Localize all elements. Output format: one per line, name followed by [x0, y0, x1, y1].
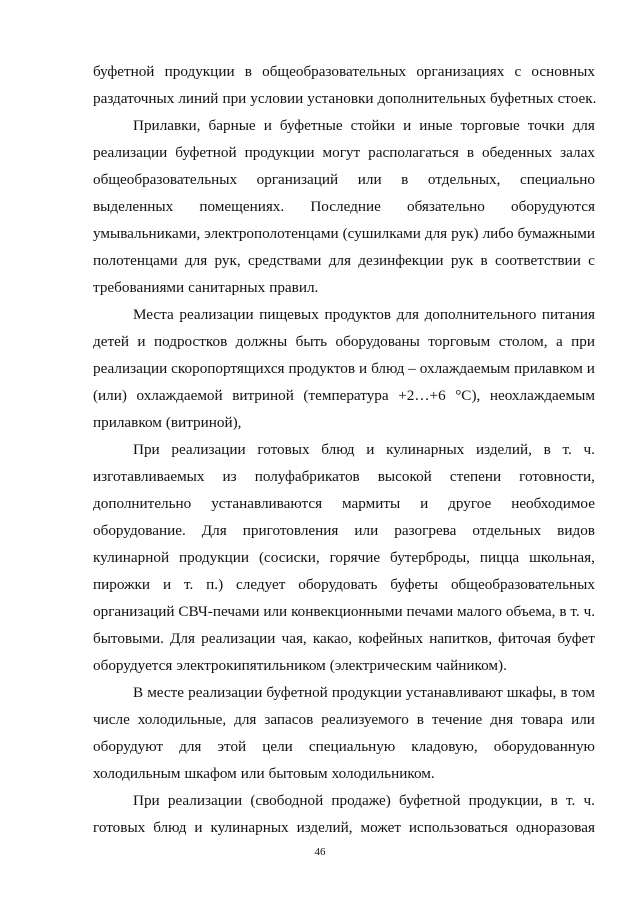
- word: +2…+6: [398, 387, 446, 404]
- word: точки: [527, 117, 565, 134]
- text-line: [93, 85, 595, 112]
- word: должны: [235, 333, 288, 350]
- word: рук): [451, 225, 479, 242]
- word: скоропортящихся: [171, 360, 285, 377]
- text-line: [93, 112, 595, 139]
- word: изделий,: [296, 819, 353, 836]
- word: раздаточных: [93, 90, 175, 107]
- word: дезинфекции: [358, 252, 444, 269]
- word: кулинарных: [386, 441, 465, 458]
- word: устанавливают: [405, 684, 503, 701]
- word: неохлаждаемым: [489, 387, 595, 404]
- word: печами: [406, 603, 454, 620]
- text-line: [93, 625, 595, 652]
- word: степени: [449, 468, 502, 485]
- word: дополнительных: [377, 90, 487, 107]
- word: горячие: [329, 549, 381, 566]
- word: в: [466, 144, 475, 161]
- word: (сосиски,: [258, 549, 320, 566]
- text-line: [93, 382, 595, 409]
- word: школьная,: [529, 549, 595, 566]
- word: необходимое: [511, 495, 595, 512]
- word: буфетных: [490, 90, 554, 107]
- word: и: [403, 117, 412, 134]
- document-text: [93, 58, 595, 841]
- word: (температура: [303, 387, 389, 404]
- word: кофейных: [358, 630, 424, 647]
- word: т.: [570, 603, 580, 620]
- word: кладовую,: [411, 738, 478, 755]
- text-line: [93, 166, 595, 193]
- word: оборудуют: [93, 738, 164, 755]
- word: продукции: [331, 684, 402, 701]
- word: реализуемого: [321, 711, 409, 728]
- word: Для: [201, 522, 227, 539]
- word: товара: [521, 711, 564, 728]
- word: питания: [541, 306, 595, 323]
- word: оборудование.: [93, 522, 186, 539]
- word: требованиями: [93, 279, 185, 296]
- word: реализации: [171, 441, 246, 458]
- word: витриной: [232, 387, 294, 404]
- word: в: [480, 252, 488, 269]
- word: реализации: [188, 684, 263, 701]
- word: линий: [178, 90, 219, 107]
- word: оборудованную: [493, 738, 595, 755]
- text-line: [93, 409, 595, 436]
- word: в: [550, 792, 558, 809]
- word: разогрева: [394, 522, 457, 539]
- word: числе: [93, 711, 130, 728]
- text-line: [93, 436, 595, 463]
- word: для: [184, 252, 208, 269]
- word: буфеты: [390, 576, 439, 593]
- word: в: [401, 171, 409, 188]
- word: охлаждаемой: [136, 387, 223, 404]
- word: или: [357, 171, 382, 188]
- word: При: [133, 792, 160, 809]
- word: дополнительно: [93, 495, 192, 512]
- word: холодильные,: [137, 711, 227, 728]
- word: располагаться: [368, 144, 459, 161]
- word: торговым: [428, 333, 491, 350]
- word: выделенных: [93, 198, 174, 215]
- word: и: [194, 819, 203, 836]
- word: из: [222, 468, 237, 485]
- word: °С),: [455, 387, 481, 404]
- word: организаций: [256, 171, 339, 188]
- word: Прилавки,: [133, 117, 201, 134]
- word: продукции: [179, 549, 250, 566]
- word: может: [360, 819, 401, 836]
- word: пицца: [479, 549, 520, 566]
- word: буфетной: [399, 792, 461, 809]
- word: (электрическим: [329, 657, 432, 674]
- word: одноразовая: [515, 819, 595, 836]
- word: установки: [307, 90, 374, 107]
- word: ч.: [583, 603, 595, 620]
- word: холодильным: [93, 765, 181, 782]
- word: либо: [482, 225, 514, 242]
- word: основных: [531, 63, 595, 80]
- word: торговые: [460, 117, 520, 134]
- word: стоек.: [557, 90, 597, 107]
- word: оборудуются: [511, 198, 595, 215]
- word: реализации: [201, 630, 276, 647]
- word: (свободной: [250, 792, 324, 809]
- word: в: [416, 711, 424, 728]
- word: бытовым: [268, 765, 328, 782]
- text-line: [93, 328, 595, 355]
- text-line: [93, 490, 595, 517]
- word: детей: [93, 333, 129, 350]
- word: продукции: [244, 144, 315, 161]
- word: дополнительного: [424, 306, 537, 323]
- word: оборудовать: [298, 576, 378, 593]
- text-line: [93, 787, 595, 814]
- word: буфетной: [266, 684, 328, 701]
- word: рук: [450, 252, 474, 269]
- word: и: [162, 576, 172, 593]
- word: месте: [147, 684, 185, 701]
- word: а: [555, 333, 563, 350]
- word: реализации: [93, 360, 168, 377]
- word: видов: [557, 522, 595, 539]
- word: общеобразовательных: [450, 576, 595, 593]
- word: пирожки: [93, 576, 151, 593]
- word: продаже): [331, 792, 391, 809]
- word: при: [571, 333, 595, 350]
- word: (сушилками: [342, 225, 421, 242]
- word: продукции,: [468, 792, 543, 809]
- word: условии: [250, 90, 304, 107]
- word: дня: [490, 711, 514, 728]
- text-line: [93, 814, 595, 841]
- word: общеобразовательных: [262, 63, 407, 80]
- word: буфетные: [279, 117, 343, 134]
- word: полотенцами: [93, 252, 178, 269]
- word: и: [359, 360, 368, 377]
- word: этой: [217, 738, 247, 755]
- text-line: [93, 301, 595, 328]
- word: и: [366, 441, 375, 458]
- word: течение: [431, 711, 483, 728]
- word: прилавком: [513, 360, 583, 377]
- word: или: [263, 603, 288, 620]
- text-line: [93, 58, 595, 85]
- word: кулинарной: [93, 549, 170, 566]
- text-line: [93, 544, 595, 571]
- text-line: [93, 517, 595, 544]
- word: при: [222, 90, 247, 107]
- word: использоваться: [408, 819, 508, 836]
- text-line: [93, 571, 595, 598]
- word: приготовления: [242, 522, 339, 539]
- word: реализации: [167, 792, 243, 809]
- word: охлаждаемым: [419, 360, 511, 377]
- word: кулинарных: [210, 819, 289, 836]
- word: объема,: [505, 603, 556, 620]
- word: иные: [419, 117, 453, 134]
- word: блюд: [371, 360, 405, 377]
- text-line: [93, 247, 595, 274]
- word: шкафы,: [506, 684, 557, 701]
- page-number: 46: [314, 846, 326, 858]
- word: прилавком: [93, 414, 162, 431]
- text-line: [93, 652, 595, 679]
- word: буфетной: [93, 63, 155, 80]
- word: Последние: [310, 198, 381, 215]
- word: При: [133, 441, 160, 458]
- word: в: [244, 63, 252, 80]
- word: блюд: [321, 441, 355, 458]
- word: барные: [208, 117, 256, 134]
- word: конвекционными: [291, 603, 403, 620]
- text-line: [93, 139, 595, 166]
- word: готовности,: [519, 468, 595, 485]
- word: какао,: [312, 630, 353, 647]
- word: для: [424, 225, 448, 242]
- word: цели: [262, 738, 293, 755]
- word: чайником).: [435, 657, 507, 674]
- text-line: [93, 355, 595, 382]
- word: шкафом: [184, 765, 237, 782]
- text-line: [93, 193, 595, 220]
- word: буфетной: [175, 144, 237, 161]
- word: продуктов: [324, 306, 392, 323]
- word: отдельных,: [427, 171, 501, 188]
- word: холодильником.: [331, 765, 435, 782]
- word: соответствии: [495, 252, 581, 269]
- word: готовых: [257, 441, 310, 458]
- word: т.: [565, 792, 576, 809]
- word: т.: [562, 441, 572, 458]
- word: и: [263, 117, 272, 134]
- word: с: [514, 63, 522, 80]
- word: чая,: [281, 630, 307, 647]
- word: бытовыми.: [93, 630, 164, 647]
- word: полуфабрикатов: [254, 468, 360, 485]
- word: для: [328, 252, 351, 269]
- word: и: [420, 495, 429, 512]
- word: или: [571, 711, 595, 728]
- text-line: [93, 679, 595, 706]
- word: продуктов: [288, 360, 356, 377]
- word: оборудованы: [335, 333, 420, 350]
- word: в: [559, 603, 567, 620]
- word: рук,: [214, 252, 241, 269]
- word: реализации: [93, 144, 168, 161]
- word: для: [179, 738, 202, 755]
- word: пищевых: [259, 306, 319, 323]
- word: напитков,: [429, 630, 492, 647]
- word: правил.: [269, 279, 319, 296]
- word: В: [133, 684, 144, 701]
- word: электрополотенцами: [204, 225, 339, 242]
- text-line: [93, 706, 595, 733]
- word: или: [354, 522, 379, 539]
- word: продукции: [164, 63, 235, 80]
- word: ч.: [583, 441, 595, 458]
- word: бумажными: [517, 225, 595, 242]
- word: п.): [206, 576, 224, 593]
- word: залах: [560, 144, 595, 161]
- word: малого: [457, 603, 502, 620]
- word: обеденных: [482, 144, 553, 161]
- word: в: [543, 441, 551, 458]
- word: устанавливаются: [211, 495, 323, 512]
- word: для: [234, 711, 257, 728]
- word: в: [560, 684, 568, 701]
- word: столом,: [498, 333, 548, 350]
- word: запасов: [264, 711, 314, 728]
- word: (или): [93, 387, 127, 404]
- word: средствами: [247, 252, 322, 269]
- word: высокой: [377, 468, 432, 485]
- word: оборудуется: [93, 657, 173, 674]
- word: и: [586, 360, 595, 377]
- word: отдельных: [472, 522, 542, 539]
- word: и: [137, 333, 146, 350]
- text-line: [93, 760, 595, 787]
- text-line: [93, 463, 595, 490]
- word: изделий,: [475, 441, 532, 458]
- word: мармиты: [341, 495, 401, 512]
- word: другое: [448, 495, 492, 512]
- text-line: [93, 598, 595, 625]
- word: изготавливаемых: [93, 468, 205, 485]
- word: могут: [322, 144, 361, 161]
- word: блюд: [153, 819, 187, 836]
- word: фиточая: [498, 630, 552, 647]
- word: реализации: [179, 306, 254, 323]
- word: для: [572, 117, 595, 134]
- text-line: [93, 274, 595, 301]
- text-line: [93, 220, 595, 247]
- word: помещениях.: [199, 198, 285, 215]
- word: специальную: [308, 738, 396, 755]
- word: электрокипятильником: [176, 657, 326, 674]
- word: буфет: [557, 630, 595, 647]
- word: или: [240, 765, 265, 782]
- word: с: [588, 252, 595, 269]
- word: –: [408, 360, 416, 377]
- word: организаций: [93, 603, 175, 620]
- text-line: [93, 733, 595, 760]
- word: организациях: [416, 63, 505, 80]
- word: том: [571, 684, 595, 701]
- word: санитарных: [188, 279, 266, 296]
- word: для: [396, 306, 419, 323]
- word: подростков: [153, 333, 228, 350]
- word: специально: [520, 171, 595, 188]
- word: ч.: [583, 792, 595, 809]
- word: готовых: [93, 819, 146, 836]
- word: умывальниками,: [93, 225, 201, 242]
- word: (витриной),: [165, 414, 242, 431]
- word: бутерброды,: [390, 549, 470, 566]
- word: быть: [295, 333, 328, 350]
- word: СВЧ-печами: [178, 603, 260, 620]
- word: стойки: [350, 117, 396, 134]
- word: обязательно: [406, 198, 485, 215]
- word: следует: [236, 576, 286, 593]
- word: Для: [170, 630, 195, 647]
- word: Места: [133, 306, 174, 323]
- word: т.: [183, 576, 194, 593]
- word: общеобразовательных: [93, 171, 238, 188]
